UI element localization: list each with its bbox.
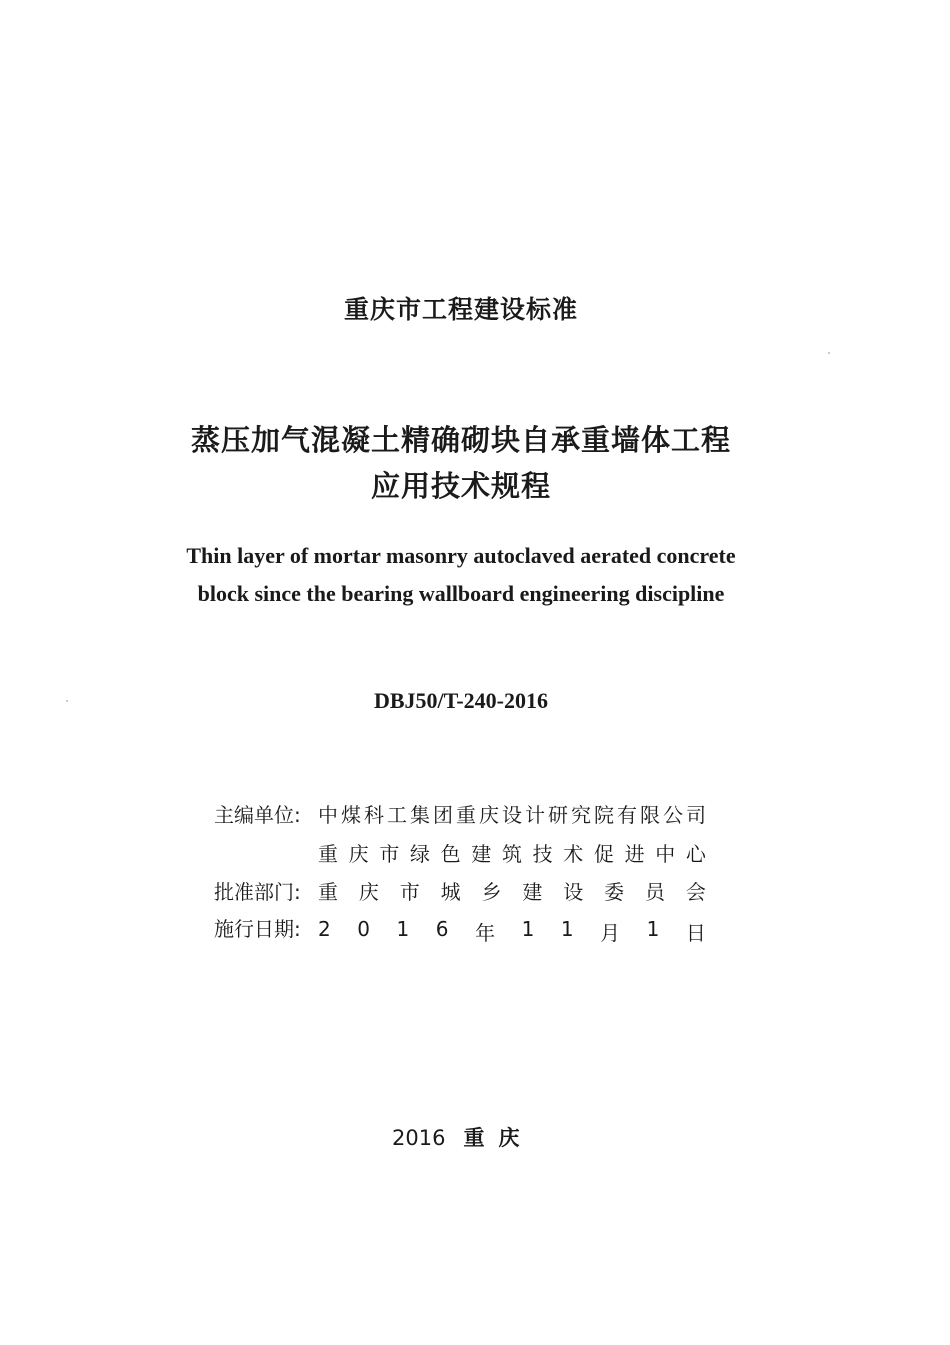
effective-date-row: [214, 913, 706, 943]
co-editor-row: [318, 838, 706, 868]
english-title-line-2: block since the bearing wallboard engineering discipline: [197, 581, 725, 606]
english-title-line-1: Thin layer of mortar masonry autoclaved aerated concrete: [186, 543, 736, 568]
chinese-title-line-2: 应用技术规程: [370, 469, 551, 503]
editor-row: [214, 799, 706, 829]
editor-label: 主编单位:: [214, 803, 301, 827]
publication-city: 重庆: [463, 1126, 534, 1150]
effective-date-value: 2 0 1 6 年 1 1 月 1 日: [318, 917, 706, 945]
publication-year: 2016: [392, 1126, 446, 1150]
effective-date-label: 施行日期:: [214, 917, 301, 941]
editor-value: 中 煤 科 工 集 团 重 庆 设 计 研 究 院 有 限 公 司: [318, 803, 706, 827]
scan-speck: [828, 352, 830, 354]
scan-speck: [66, 700, 68, 702]
approver-label: 批准部门:: [214, 880, 301, 904]
chinese-title-line-1: 蒸压加气混凝土精确砌块自承重墙体工程: [190, 423, 731, 457]
series-title: 重庆市工程建设标准: [343, 295, 578, 324]
approver-row: [214, 876, 706, 906]
standard-code: DBJ50/T-240-2016: [374, 688, 548, 713]
approver-value: 重 庆 市 城 乡 建 设 委 员 会: [318, 880, 706, 904]
publication-footer: [392, 1122, 533, 1152]
co-editor-value: 重 庆 市 绿 色 建 筑 技 术 促 进 中 心: [318, 842, 706, 866]
